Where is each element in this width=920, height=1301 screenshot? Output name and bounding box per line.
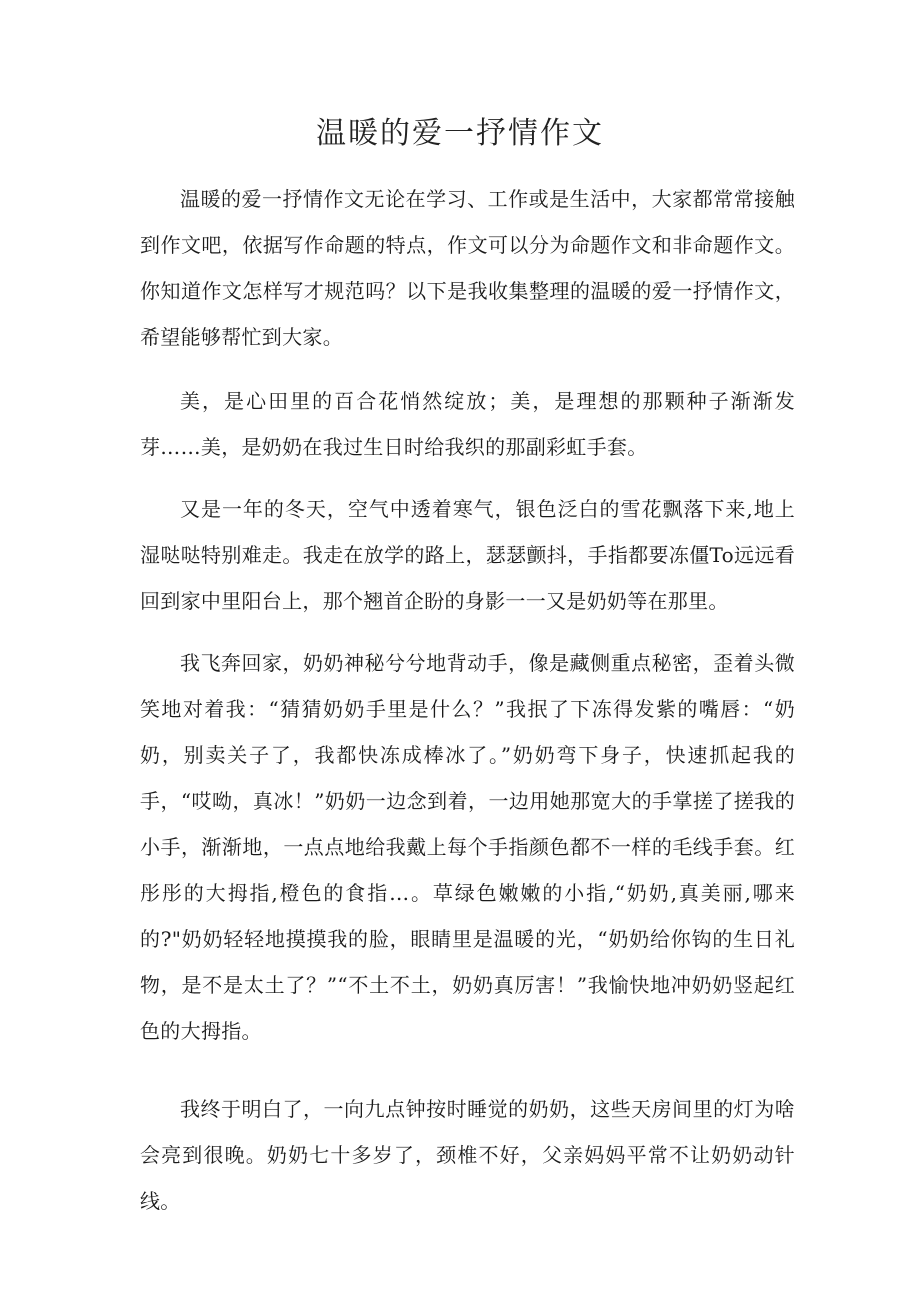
paragraph-intro: 温暖的爱一抒情作文无论在学习、工作或是生活中，大家都常常接触到作文吧，依据写作命题的特点，作文可以分为命题作文和非命题作文。你知道作文怎样写才规范吗？以下是我收集整理的温暖的爱一抒情作文，希望能够帮忙到大家。 <box>140 187 795 349</box>
paragraph-gloves: 我飞奔回家，奶奶神秘兮兮地背动手，像是藏侧重点秘密，歪着头微笑地对着我：“猜猜奶奶手里是什么？”我抿了下冻得发紫的嘴唇：“奶奶，别卖关子了，我都快冻成棒冰了。”奶奶弯下身子，快速抓起我的手，“哎呦，真冰！”奶奶一边念到着，一边用她那宽大的手掌搓了搓我的小手，渐渐地，一点点地给我戴上每个手指颜色都不一样的毛线手套。红彤彤的大拇指,橙色的食指…。草绿色嫩嫩的小指,“奶奶,真美丽,哪来的?"奶奶轻轻地摸摸我的脸，眼睛里是温暖的光，“奶奶给你钩的生日礼物，是不是太土了？”“不土不土，奶奶真厉害！”我愉快地冲奶奶竖起红色的大拇指。 <box>140 651 795 1043</box>
paragraph-winter: 又是一年的冬天，空气中透着寒气，银色泛白的雪花飘落下来,地上湿哒哒特别难走。我走在放学的路上，瑟瑟颤抖，手指都要冻僵To远远看回到家中里阳台上，那个翘首企盼的身影一一又是奶奶等在那里。 <box>140 497 795 613</box>
paragraph-realization: 我终于明白了，一向九点钟按时睡觉的奶奶，这些天房间里的灯为啥会亮到很晚。奶奶七十多岁了，颈椎不好，父亲妈妈平常不让奶奶动针线。 <box>140 1097 795 1213</box>
paragraph-beauty: 美，是心田里的百合花悄然绽放；美，是理想的那颗种子渐渐发芽……美，是奶奶在我过生日时给我织的那副彩虹手套。 <box>140 389 795 459</box>
page-title: 温暖的爱一抒情作文 <box>316 116 604 151</box>
